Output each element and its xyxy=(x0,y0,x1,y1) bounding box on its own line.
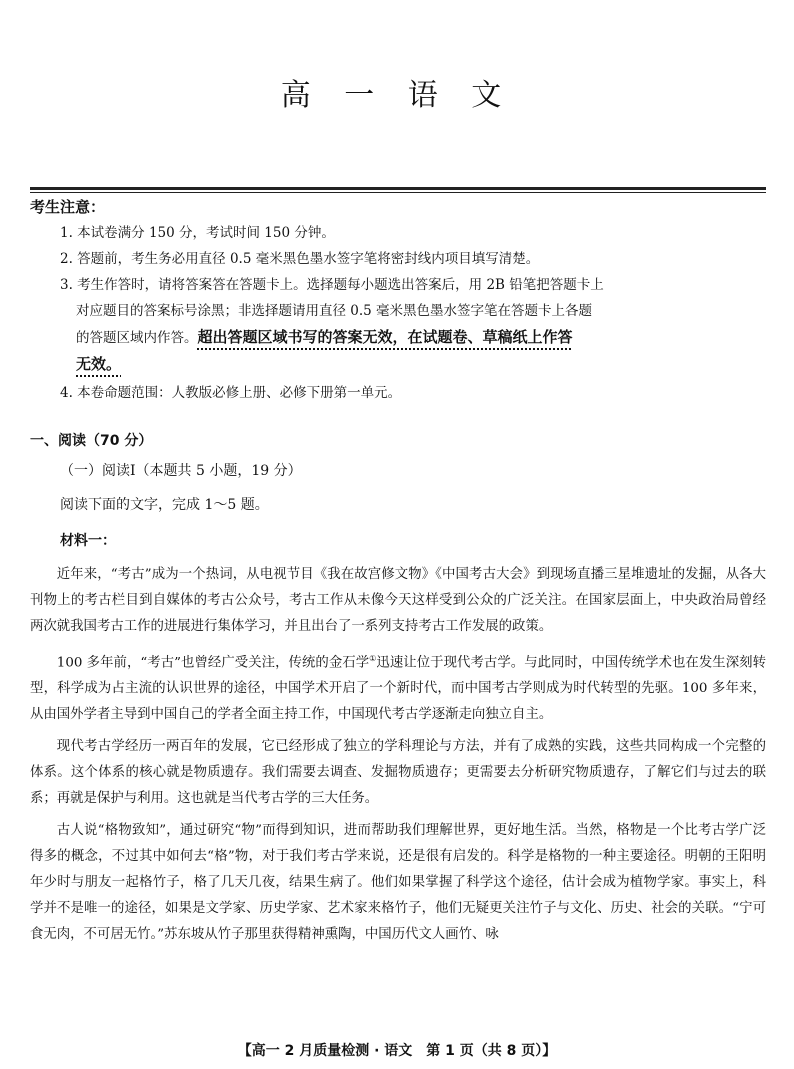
paragraph-3: 现代考古学经历一两百年的发展，它已经形成了独立的学科理论与方法，并有了成熟的实践，这些共同构成一个完整的体系。这个体系的核心就是物质遗存。我们需要去调查、发掘物质遗存；更需要去分析研究物质遗存，了解它们与过去的联系；再就是保护与利用。这也就是当代考古学的三大任务。 xyxy=(30,739,766,807)
instruction-text: 阅读下面的文字，完成 1～5 题。 xyxy=(60,497,269,513)
paragraph-2-part-2: 迅速让位于现代考古学。与此同时，中国传统学术也在发生深刻转型，科学成为占主流的认识世界的途径，中国学术开启了一个新时代，而中国考古学则成为时代转型的先驱。100 多年来，从由国外学者主导到中国自己的学者全面主持工作，中国现代考古学逐渐走向独立自主。 xyxy=(30,655,766,723)
notice-item-3-line-3-text: 的答题区域内作答。 xyxy=(76,330,198,346)
notice-item-3 xyxy=(60,272,660,378)
notice-emphasis-1: 超出答题区域书写的答案无效，在试题卷、草稿纸上作答 xyxy=(197,328,573,346)
material-label: 材料一： xyxy=(60,533,116,549)
section-heading: 一、阅读（70 分） xyxy=(30,433,153,449)
notice-item-1: 1. 本试卷满分 150 分，考试时间 150 分钟。 xyxy=(60,225,335,241)
header-divider-thin xyxy=(30,192,766,193)
notice-emphasis-2: 无效。 xyxy=(76,355,122,373)
page-title: 高 一 语 文 xyxy=(280,78,514,113)
footnote-marker: ① xyxy=(369,654,377,663)
notice-item-3-line-3 xyxy=(60,324,660,351)
notice-item-2: 2. 答题前，考生务必用直径 0.5 毫米黑色墨水签字笔将密封线内项目填写清楚。 xyxy=(60,251,540,267)
paragraph-4: 古人说“格物致知”，通过研究“物”而得到知识，进而帮助我们理解世界，更好地生活。当然，格物是一个比考古学广泛得多的概念，不过其中如何去“格”物，对于我们考古学来说，还是很有启发的。科学是格物的一种主要途径。明朝的王阳明年少时与朋友一起格竹子，格了几天几夜，结果生病了。他们如果掌握了科学这个途径，估计会成为植物学家。事实上，科学并不是唯一的途径，如果是文学家、历史学家、艺术家来格竹子，他们无疑更关注竹子与文化、历史、社会的关联。“宁可食无肉，不可居无竹。”苏东坡从竹子那里获得精神熏陶，中国历代文人画竹、咏 xyxy=(30,823,766,943)
notice-item-3-line-4 xyxy=(60,351,660,378)
paragraph-2 xyxy=(30,646,766,728)
paragraph-2-part-1: 100 多年前，“考古”也曾经广受关注，传统的金石学 xyxy=(56,655,370,671)
paragraph-1: 近年来，“考古”成为一个热词，从电视节目《我在故宫修文物》《中国考古大会》到现场直播三星堆遗址的发掘，从各大刊物上的考古栏目到自媒体的考古公众号，考古工作从未像今天这样受到公众的广泛关注。在国家层面上，中央政治局曾经两次就我国考古工作的进展进行集体学习，并且出台了一系列支持考古工作发展的政策。 xyxy=(30,567,766,634)
subsection-heading: （一）阅读Ⅰ（本题共 5 小题，19 分） xyxy=(60,463,302,479)
notice-item-3-line-1: 3. 考生作答时，请将答案答在答题卡上。选择题每小题选出答案后，用 2B 铅笔把答题卡上 xyxy=(60,277,604,293)
notice-heading: 考生注意： xyxy=(30,198,106,216)
notice-item-3-line-2: 对应题目的答案标号涂黑；非选择题请用直径 0.5 毫米黑色墨水签字笔在答题卡上各题 xyxy=(76,303,593,319)
notice-item-4: 4. 本卷命题范围：人教版必修上册、必修下册第一单元。 xyxy=(60,385,402,401)
reading-passage xyxy=(30,562,766,948)
header-divider-thick xyxy=(30,187,766,190)
page-footer: 【高一 2 月质量检测 · 语文 第 1 页（共 8 页）】 xyxy=(237,1043,557,1059)
